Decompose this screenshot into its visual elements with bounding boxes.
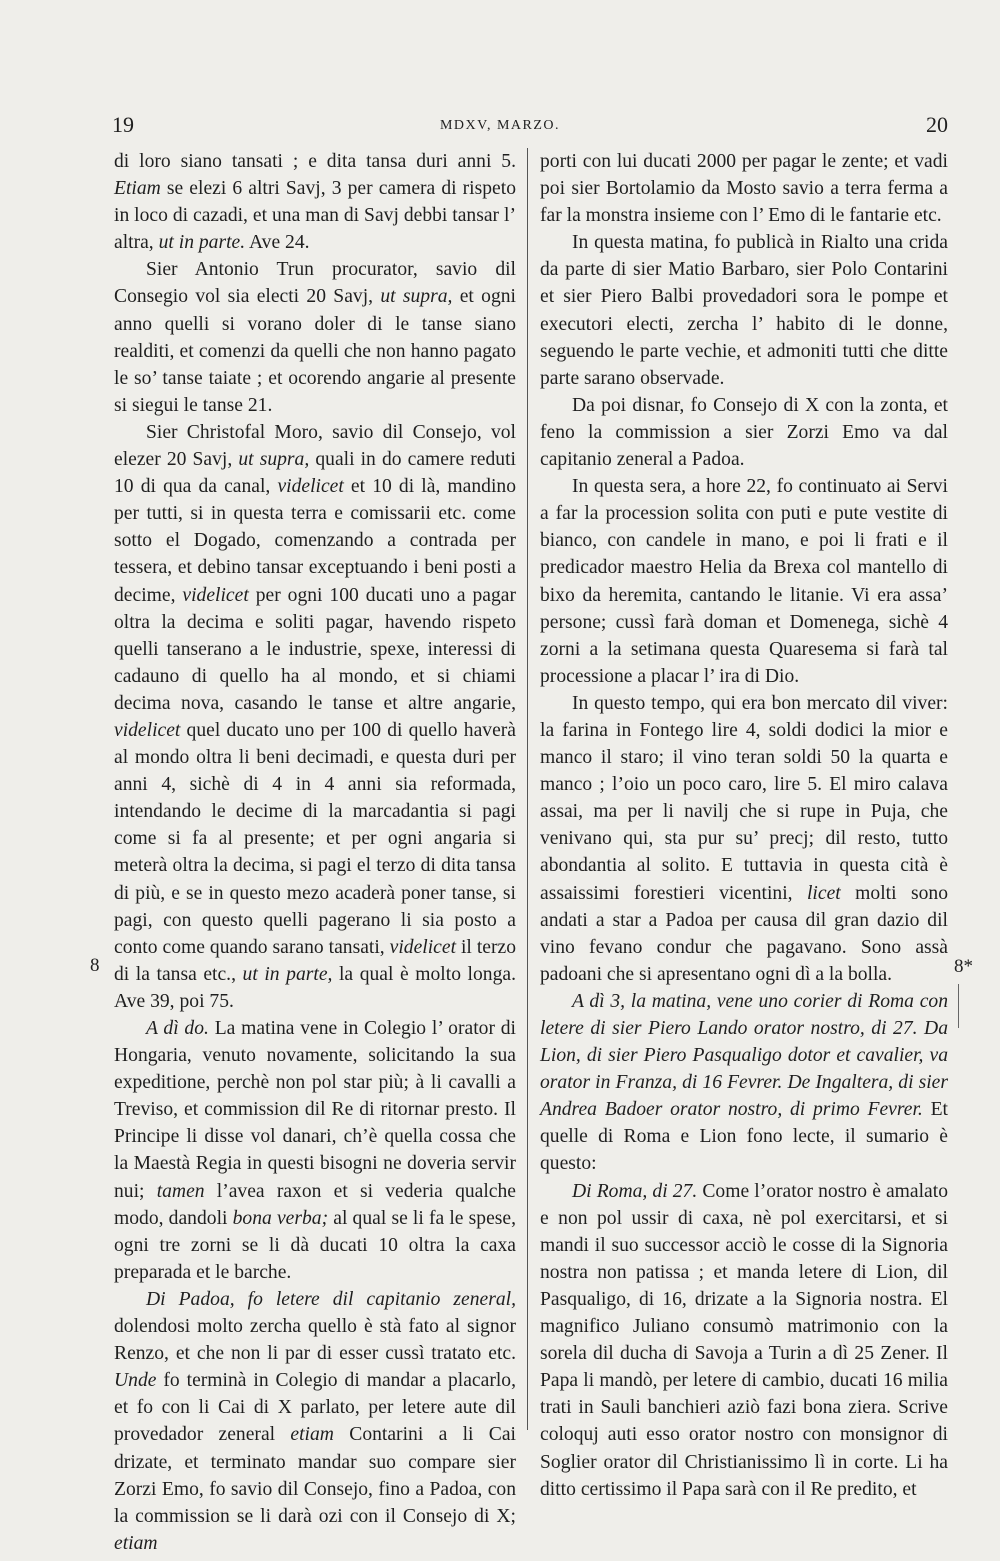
running-header-title: MDXV, MARZO. (439, 118, 561, 133)
text-run: Sier Christofal Moro, savio dil Consejo, vol elezer 20 Savj, (114, 421, 516, 471)
text-run: di loro siano tansati ; e dita tansa duri anni 5. (114, 151, 516, 172)
paragraph (114, 1286, 516, 1557)
right-text-column (540, 148, 948, 1503)
italic-text: videlicet (182, 584, 249, 606)
text-run: Da poi disnar, fo Consejo di X con la zonta, et feno la commission a sier Zorzi Emo va dal capitanio zeneral a Padoa. (540, 394, 948, 471)
text-run: fo terminà in Colegio di mandar a placarlo, et fo con li Cai di X parlato, per letere aute dil provedador zeneral (114, 1370, 516, 1446)
margin-note-right: 8* (954, 956, 973, 977)
text-run: per ogni 100 ducati uno a pagar oltra la decima e soliti pagar, havendo rispeto quelli tanserano a le industrie, spexe, interessi di cadauno di quello ha al mondo, et si chiami decima nova, casando le tanse et altre angarie, (114, 584, 516, 714)
italic-text: ut in parte. (158, 232, 246, 254)
italic-text: videlicet (277, 476, 344, 498)
text-run: Et quelle di Roma e Lion fono lecte, il sumario è questo: (540, 1099, 949, 1175)
italic-text: tamen (156, 1180, 205, 1202)
left-page-number: 19 (112, 112, 134, 137)
text-run: In questa sera, a hore 22, fo continuato ai Servi a far la procession solita con puti e pute vestite di bianco, con candele in mano, e poi li frati e il predicador maestro Helia da Brexa col mantello di bixo da heremita, cantando le litanie. Vi era assa’ persone; cussì farà doman et Domenega, sichè 4 zorni a la setimana questa Quaresema si farà tal processione a placar l’ ira di Dio. (540, 476, 948, 687)
italic-text: ut supra, (238, 449, 310, 471)
italic-text: Di Padoa, fo letere dil capitanio zeneral, (146, 1288, 516, 1310)
text-run: al qual se li fa le spese, ogni tre zorni se li dà ducati 10 oltra la caxa preparada et le barche. (114, 1207, 516, 1283)
text-run: Come l’orator nostro è amalato e non pol ussir di caxa, nè pol exercitarsi, et si mandi il suo successor acciò le cosse di la Signoria nostra non patissa ; et manda letere di Lion, dil Pasqualigo, di 16, drizate a la Signoria nostra. El magnifico Juliano consumò matrimonio con la sorela dil ducha di Savoja a Turin a dì 25 Zener. Il Papa li mandò, per letere di cambio, ducati 16 milia trati in Sauli banchieri aziò fazi bona ziera. Scrive coloquj auti esso orator nostro con monsignor di Soglier orator dil Christianissimo lì in corte. Li ha ditto certissimo il Papa sarà con il Re predito, et (540, 1180, 948, 1500)
italic-text: A dì do. (146, 1018, 209, 1039)
paragraph (540, 148, 948, 229)
text-run: se elezi 6 altri Savj, 3 per camera di rispeto in loco di cazadi, et una man di Savj debbi tansar l’ altra, (114, 178, 516, 254)
text-run: l’avea raxon et si vederia qualche modo, dandoli (114, 1180, 516, 1229)
text-run: Sier Antonio Trun procurator, savio dil Consegio vol sia electi 20 Savj, (114, 259, 516, 308)
italic-text: ut in parte, (242, 963, 333, 985)
italic-text: Di Roma, di 27. (572, 1180, 698, 1202)
text-run: Ave 24. (245, 232, 310, 254)
paragraph (540, 988, 948, 1178)
paragraph (114, 1015, 516, 1286)
text-run: il terzo di la tansa etc., (114, 936, 516, 985)
italic-text: videlicet (114, 719, 181, 741)
italic-text: ut supra, (380, 286, 453, 308)
paragraph (540, 1178, 948, 1503)
italic-text: Etiam (114, 178, 161, 200)
text-run: dolendosi molto zercha quello è stà fato al signor Renzo, et che non li par di esser cussì tratato etc. (114, 1316, 516, 1365)
italic-text: etiam (290, 1424, 334, 1446)
margin-bracket (958, 984, 959, 1028)
paragraph (540, 690, 948, 988)
italic-text: etiam (114, 1532, 158, 1554)
text-run: In questa matina, fo publicà in Rialto una crida da parte di sier Matio Barbaro, sier Polo Contarini et sier Piero Balbi provedadori sora le pompe et executori electi, zercha l’ habito di le donne, seguendo le parte vechie, et admoniti tutti che ditte parte sarano observade. (540, 232, 948, 389)
paragraph (540, 229, 948, 392)
text-run: La matina vene in Colegio l’ orator di Hongaria, venuto novamente, solicitando la sua expeditione, perchè non pol star più; à li cavalli a Treviso, et commission dil Re di ritornar presto. Il Principe li disse vol danari, ch’è quella cossa che la Maestà Regia in questi bisogni ne doveria servir nui; (114, 1018, 516, 1202)
text-run: porti con lui ducati 2000 per pagar le zente; et vadi poi sier Bortolamio da Mosto savio a terra ferma a far la monstra insieme con l’ Emo di le fantarie etc. (540, 151, 948, 227)
right-page-number: 20 (926, 112, 948, 137)
text-run: et ogni anno quelli si vorano doler di le tanse siano realditi, et comenzi da quelli che non hanno pagato le so’ tanse taiate ; et ocorendo angarie al presente si siegui le tanse 21. (114, 286, 516, 416)
text-run: quali in do camere reduti 10 di qua da canal, (114, 449, 516, 498)
paragraph (540, 392, 948, 473)
text-run: et 10 di là, mandino per tutti, si in questa terra e comissarii etc. come sotto el Dogado, comenzando a contrada per tessera, et debino tansar exceptuando i beni posti a decime, (114, 476, 516, 606)
italic-text: A dì 3, la matina, vene uno corier di Roma con letere di sier Piero Lando orator nostro, di 27. Da Lion, di sier Piero Pasqualigo dotor et cavalier, va orator in Franza, di 16 Fevrer. De Ingaltera, di sier Andrea Badoer orator nostro, di primo Fevrer. (540, 990, 948, 1121)
italic-text: bona verba; (232, 1207, 329, 1229)
paragraph (114, 419, 516, 1015)
column-divider (527, 148, 528, 1430)
text-run: molti sono andati a star a Padoa per causa dil gran dazio dil vino fevano condur che pagavano. Sono assà padoani che si apresentano ogni dì a la bolla. (540, 882, 948, 985)
paragraph (114, 256, 516, 419)
text-run: la qual è molto longa. Ave 39, poi 75. (114, 963, 516, 1012)
italic-text: Unde (114, 1370, 157, 1392)
italic-text: licet (806, 882, 841, 904)
paragraph (114, 148, 516, 256)
text-run: Contarini a li Cai drizate, et terminato mandar suo compare sier Zorzi Emo, fo savio dil Consejo, fino a Padoa, con la commission se li darà ozi con il Consejo di X; (114, 1424, 516, 1527)
paragraph (540, 473, 948, 690)
left-text-column (114, 148, 516, 1557)
margin-note-left: 8 (90, 955, 100, 976)
text-run: In questo tempo, qui era bon mercato dil viver: la farina in Fontego lire 4, soldi dodici la mior e manco il staro; il vino teran soldi 50 la quarta e manco ; l’oio un poco caro, lire 5. El miro calava assai, ma per li navilj che si rupe in Puja, che venivano qui, sta pur su’ precj; dil resto, tutto abondantia al solito. E tuttavia in questa cità è assaissimi forestieri vicentini, (540, 692, 948, 904)
text-run: quel ducato uno per 100 di quello haverà al mondo oltra li beni decimadi, e questa duri per anni 4, sichè di 4 in 4 anni sia reformada, intendando le decime di la marcadantia si pagi come si fa al presente; et per ogni angaria si meterà oltra la decima, si pagi el terzo di dita tansa di più, e se in questo mezo acaderà poner tanse, si pagi, con questo quelli pagerano li sia posto a conto come quando sarano tansati, (114, 719, 516, 958)
italic-text: videlicet (389, 936, 457, 958)
